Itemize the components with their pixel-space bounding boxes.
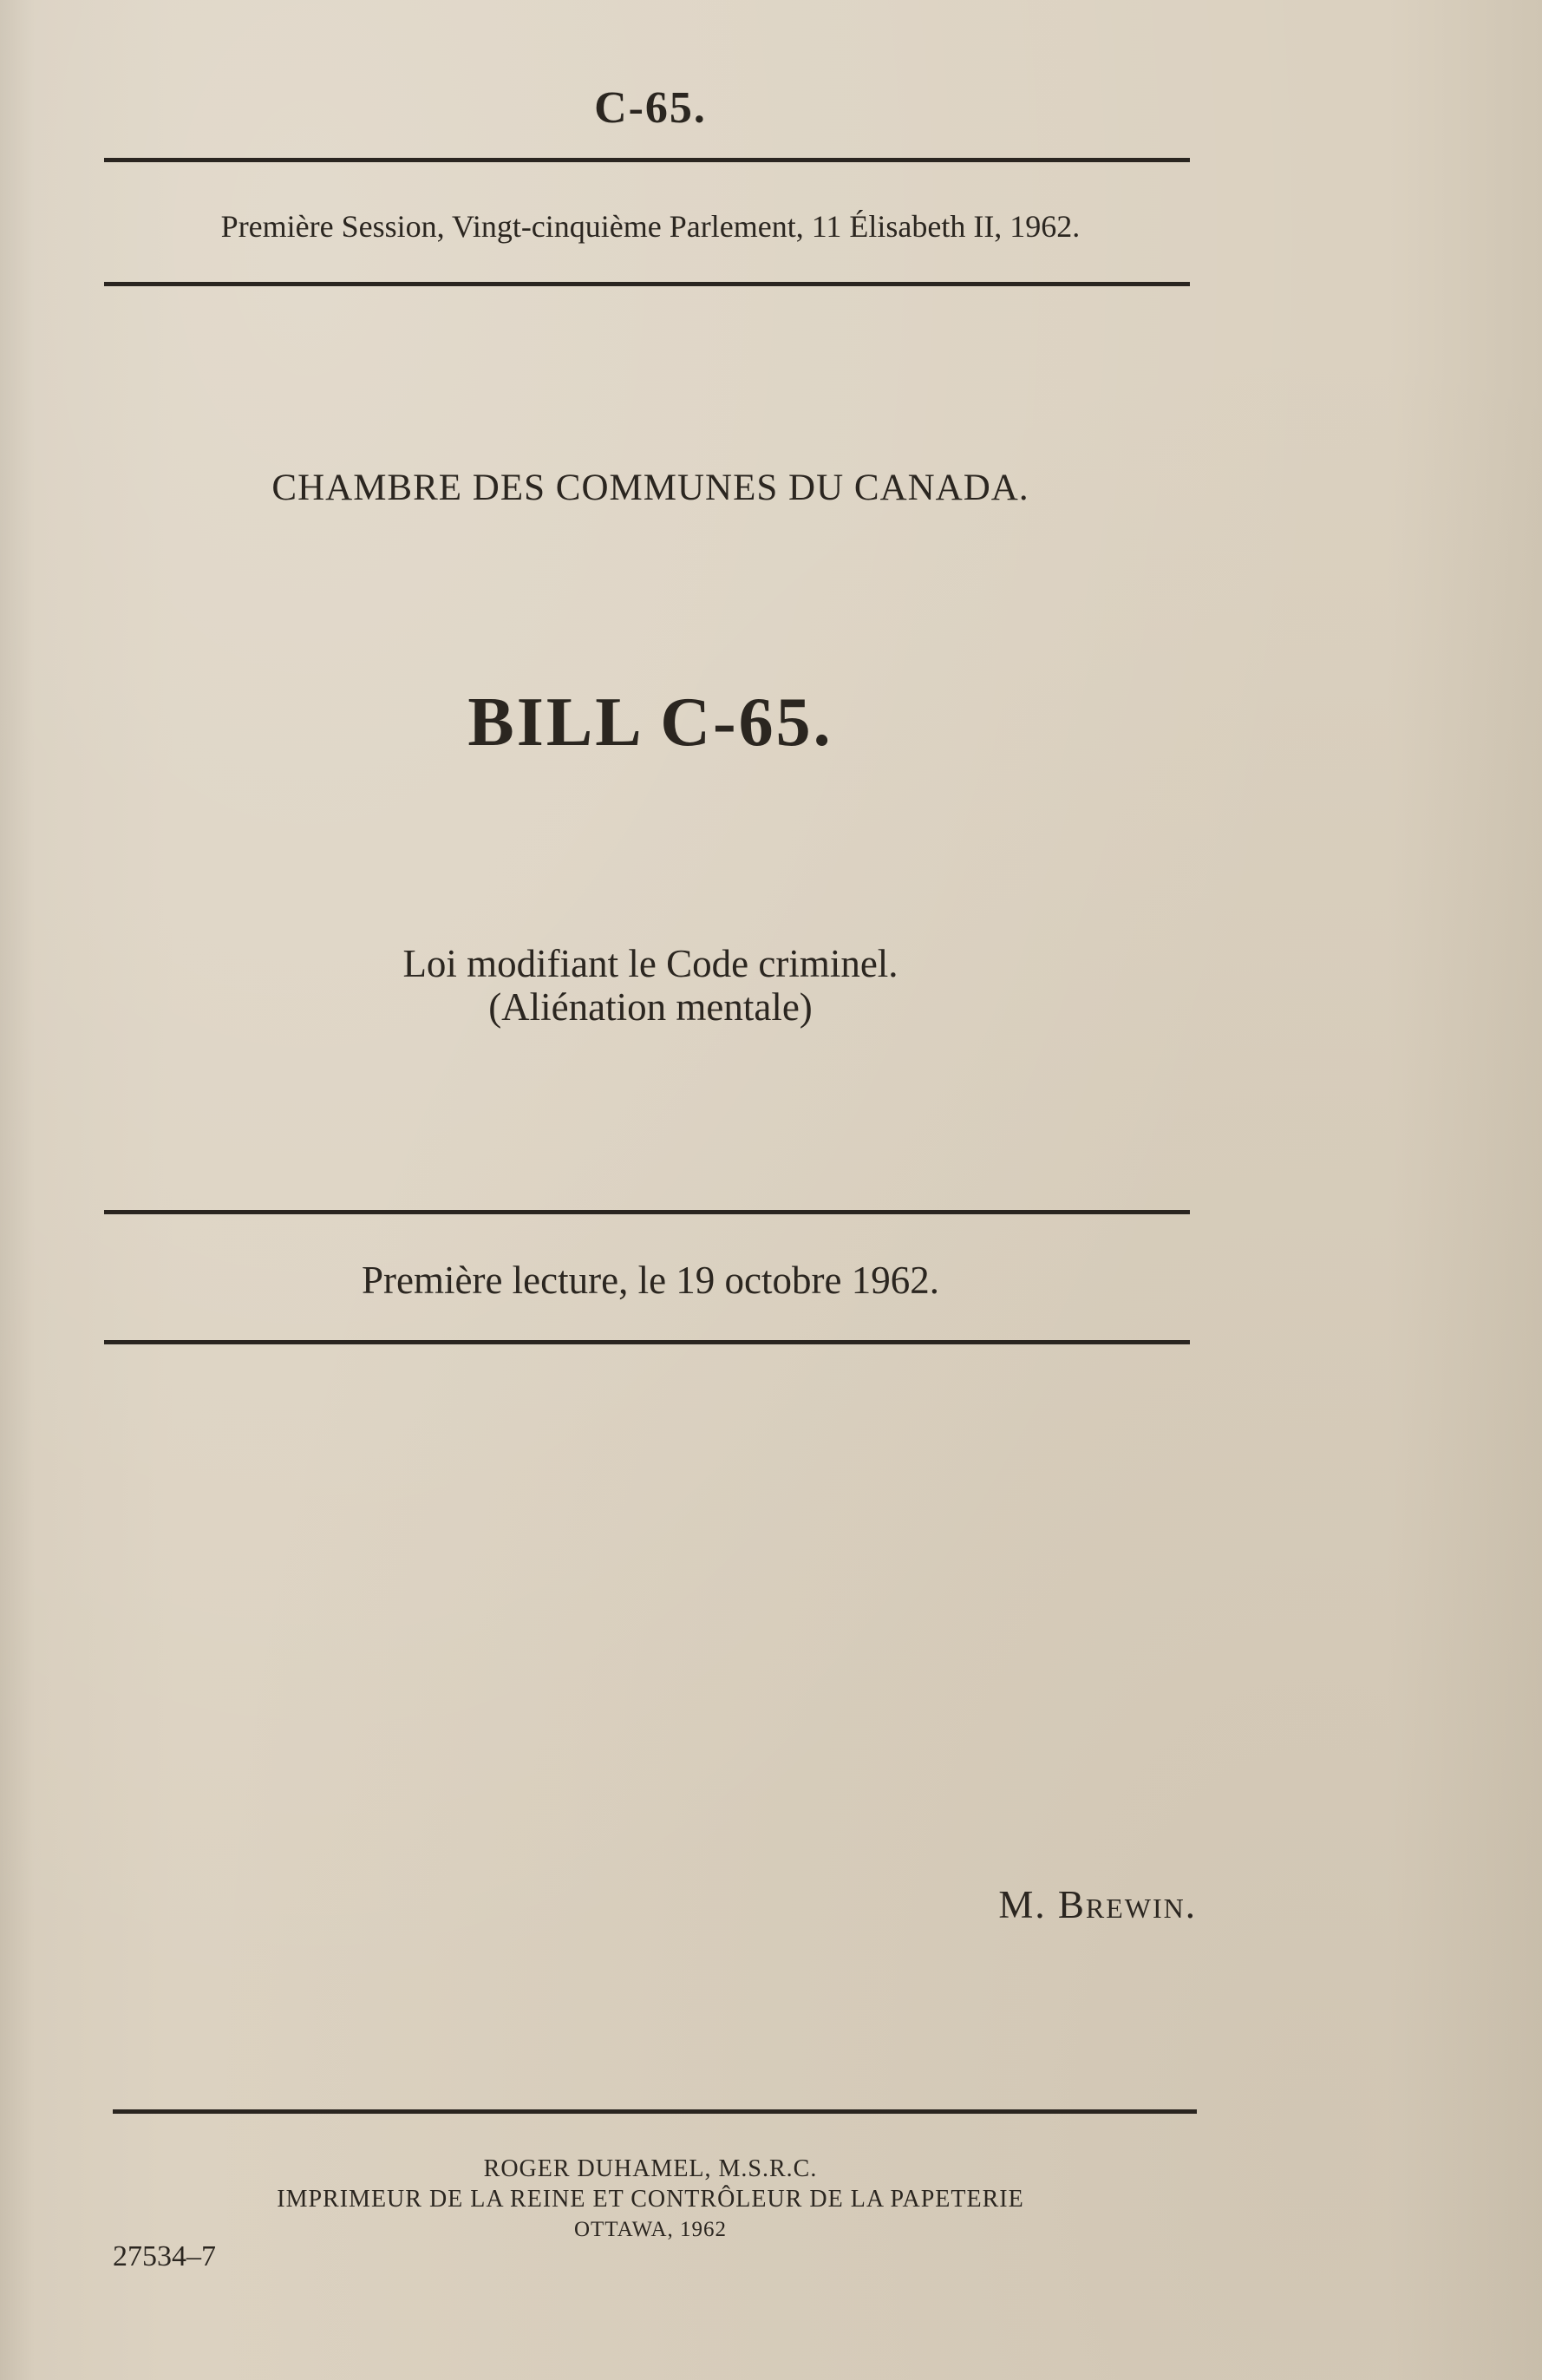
show-through-decoration	[278, 286, 286, 327]
footer-rule	[113, 2109, 1197, 2114]
first-reading-line: Première lecture, le 19 octobre 1962.	[362, 1259, 939, 1302]
bill-subject: Loi modifiant le Code criminel.	[402, 942, 898, 985]
printer-title: IMPRIMEUR DE LA REINE ET CONTRÔLEUR DE LA PAPETERIE	[277, 2186, 1024, 2213]
reading-bottom-rule	[104, 1340, 1190, 1344]
document-code: 27534–7	[113, 2240, 216, 2272]
bill-title: BILL C-65.	[467, 684, 833, 761]
sponsor-name: Brewin.	[1057, 1883, 1197, 1926]
printer-place: OTTAWA, 1962	[573, 2218, 728, 2241]
house-name: CHAMBRE DES COMMUNES DU CANADA.	[271, 468, 1029, 508]
session-rule	[104, 282, 1190, 286]
sponsor-prefix: M.	[998, 1883, 1047, 1926]
reading-top-rule	[104, 1210, 1190, 1214]
bill-number-header: C-65.	[594, 83, 707, 133]
bill-subject-note: (Aliénation mentale)	[488, 985, 813, 1029]
printer-name: ROGER DUHAMEL, M.S.R.C.	[483, 2155, 818, 2182]
sponsor	[937, 1882, 1197, 1927]
top-rule	[104, 158, 1190, 162]
session-line: Première Session, Vingt-cinquième Parlement, 11 Élisabeth II, 1962.	[220, 209, 1081, 244]
